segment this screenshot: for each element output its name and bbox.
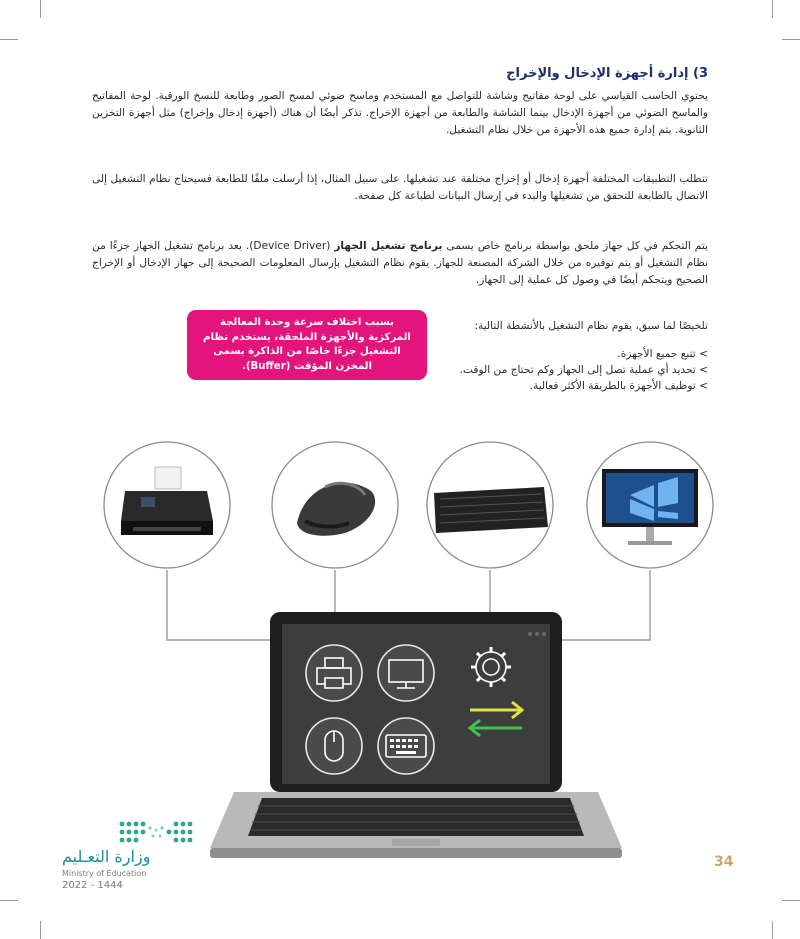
mouse-icon [272,442,398,568]
monitor-icon [378,645,434,701]
summary-list [408,346,708,394]
ministry-logo-dots [118,820,198,844]
summary-block [408,318,708,394]
monitor-icon [587,442,713,568]
connector-lines [167,570,650,640]
printer-icon [306,645,362,701]
crop-mark [782,900,800,901]
paragraph-io-devices: يحتوي الحاسب القياسي على لوحة مفاتيح وشاشة للتواصل مع المستخدم وماسح ضوئي لمسح الصور وطابعة للنسخ الورقية. لوحة المفاتيح والماسح الضوئي من أجهزة الإدخال بينما الشاشة والطابعة من أجهزة الإخراج. تذكر أيضًا أن هناك (أجهزة إدخال وإخراج) مثل أجهزة التخزين الثانوية. يتم إدارة جميع هذه الأجهزة من خلال نظام التشغيل. [92,90,708,136]
printer-icon [104,442,230,568]
section-title: 3) إدارة أجهزة الإدخال والإخراج [506,66,708,81]
ministry-name-arabic: وزارة التعـليم [62,847,151,866]
crop-mark [772,0,773,18]
buffer-note-text: بسبب اختلاف سرعة وحدة المعالجة المركزية والأجهزة الملحقة، يستخدم نظام التشغيل جزءًا خاصًا من الذاكرة يسمى المخزن المؤقت (Buffer). [203,317,411,372]
laptop-illustration [210,612,622,858]
crop-mark [0,900,18,901]
mouse-icon [306,718,362,774]
keyboard-icon [378,718,434,774]
edition-year: 2022 - 1444 [62,880,123,891]
gear-icon [471,647,511,687]
keyboard-icon [427,442,553,568]
summary-item: > توظيف الأجهزة بالطريقة الأكثر فعالية. [529,380,708,392]
page-number: 34 [714,854,734,870]
summary-intro: تلخيصًا لما سبق، يقوم نظام التشغيل بالأنشطة التالية: [474,320,708,332]
summary-item: > تحديد أي عملية تصل إلى الجهاز وكم تحتاج من الوقت. [459,364,708,376]
crop-mark [40,0,41,18]
crop-mark [772,921,773,939]
crop-mark [40,921,41,939]
crop-mark [0,39,18,40]
ministry-name-english: Ministry of Education [62,869,147,878]
term-device-driver: برنامج تشغيل الجهاز [334,240,443,252]
paragraph-device-driver [92,238,708,289]
paragraph-text: يتم التحكم في كل جهاز ملحق بواسطة برنامج خاص يسمى [442,240,708,252]
summary-item: > تتبع جميع الأجهزة. [617,348,708,360]
exchange-arrows-icon [470,702,522,736]
paragraph-text: (Device Driver). يعد برنامج تشغيل الجهاز جزءًا من نظام التشغيل أو يتم توفيره من خلال الشركة المصنعة للجهاز. يقوم نظام التشغيل بإرسال المعلومات الصحيحة إلى جهاز الإدخال أو الإخراج الصحيح ويتحكم أيضًا في وصول كل عملية إلى الجهاز. [92,240,708,286]
paragraph-applications: تتطلب التطبيقات المختلفة أجهزة إدخال أو إخراج مختلفة عند تشغيلها. على سبيل المثال، إذا أرسلت ملفًا للطابعة فسيحتاج نظام التشغيل إلى الاتصال بالطابعة للتحقق من تشغيلها والبدء في إرسال البيانات لطباعة كل صفحة. [92,173,708,202]
crop-mark [782,39,800,40]
buffer-note-box [187,310,427,380]
